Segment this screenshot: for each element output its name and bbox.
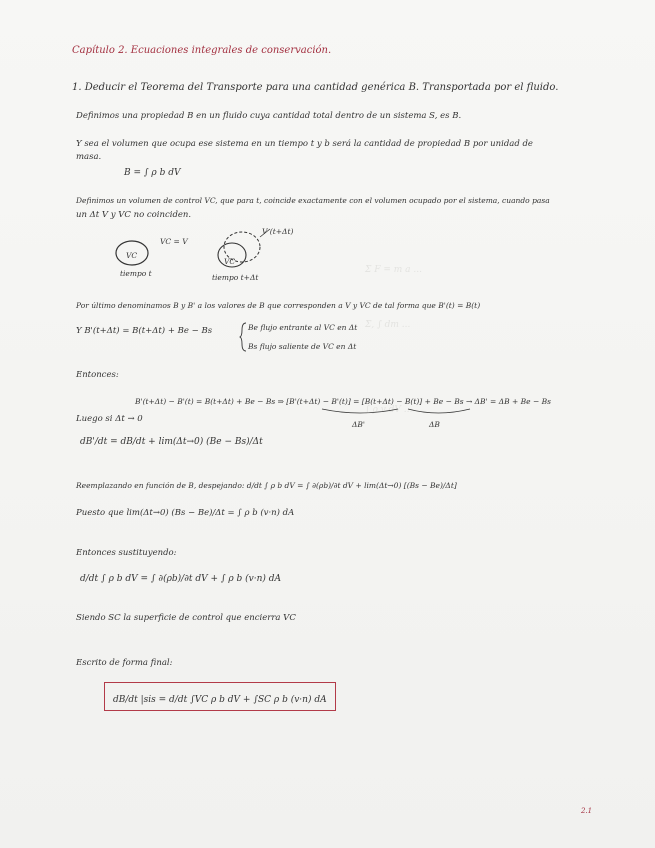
text-line: Entonces sustituyendo: — [76, 548, 177, 558]
text-line: Y sea el volumen que ocupa ese sistema en un tiempo t y b será la cantidad de propiedad B por unidad de — [76, 139, 533, 149]
text-line: Bs flujo saliente de VC en Δt — [248, 342, 357, 351]
boxed-equation: dB/dt |sis = d/dt ∫VC ρ b dV + ∫SC ρ b (v·n) dA — [113, 695, 327, 705]
bleed-through-text: ∫ ρ v dV ... — [365, 405, 413, 415]
figure-caption: tiempo t+Δt — [212, 273, 259, 282]
page-number: 2.1 — [581, 807, 593, 815]
underbrace-label: ΔB' — [352, 420, 365, 429]
text-line: Definimos una propiedad B en un fluido cuya cantidad total dentro de un sistema S, es B. — [76, 111, 462, 121]
text-line: Definimos un volumen de control VC, que para t, coincide exactamente con el volumen ocupado por el sistema, cuando pasa — [76, 196, 550, 205]
equation: Puesto que lim(Δt→0) (Bs − Be)/Δt = ∫ ρ b (v·n) dA — [76, 508, 295, 518]
final-result-box — [104, 682, 336, 711]
equation: B = ∫ ρ b dV — [124, 168, 181, 178]
bleed-through-text: Σ, ∫ dm ... — [365, 320, 411, 330]
text-line: Siendo SC la superficie de control que encierra VC — [76, 613, 296, 623]
text-line: Entonces: — [76, 370, 119, 380]
text-line: Be flujo entrante al VC en Δt — [248, 323, 358, 332]
bleed-through-text: Σ F = m a ... — [365, 265, 422, 275]
text-line: masa. — [76, 152, 102, 162]
problem-statement: 1. Deducir el Teorema del Transporte para una cantidad genérica B. Transportada por el fluido. — [72, 82, 559, 93]
text-line: Luego si Δt → 0 — [76, 414, 143, 424]
text-line: Por último denominamos B y B' a los valores de B que corresponden a V y VC de tal forma que B'(t) = B(t) — [76, 301, 481, 310]
underbrace — [320, 407, 480, 421]
equation: dB'/dt = dB/dt + lim(Δt→0) (Be − Bs)/Δt — [80, 437, 263, 447]
figure-caption: tiempo t — [120, 269, 152, 278]
figure-label: VC — [224, 257, 236, 266]
figure-label: V (t+Δt) — [262, 227, 294, 236]
equation: B'(t+Δt) − B'(t) = B(t+Δt) + Be − Bs ⇒ [B'(t+Δt) − B'(t)] = [B(t+Δt) − B(t)] + Be − Bs → ΔB' = ΔB + Be − Bs — [135, 397, 552, 406]
figure-label: VC — [126, 251, 138, 260]
text-line: Escrito de forma final: — [76, 658, 173, 668]
brace — [240, 322, 248, 352]
figure-label: VC = V — [160, 237, 188, 246]
chapter-heading: Capítulo 2. Ecuaciones integrales de conservación. — [72, 45, 332, 56]
equation: d/dt ∫ ρ b dV = ∫ ∂(ρb)/∂t dV + ∫ ρ b (v·n) dA — [80, 574, 282, 584]
equation: Y B'(t+Δt) = B(t+Δt) + Be − Bs — [76, 326, 213, 336]
underbrace-label: ΔB — [429, 420, 440, 429]
text-line: un Δt V y VC no coinciden. — [76, 210, 192, 220]
text-line: Reemplazando en función de B, despejando: d/dt ∫ ρ b dV = ∫ ∂(ρb)/∂t dV + lim(Δt→0) [(Bs − Be)/Δt] — [76, 481, 457, 490]
